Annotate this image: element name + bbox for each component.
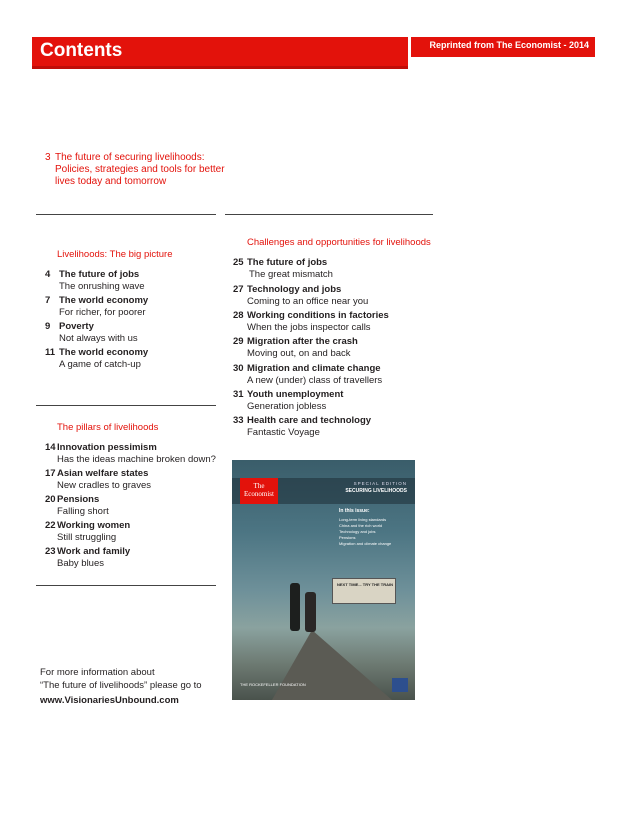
intro-number: 3	[45, 152, 51, 163]
entry-title: Migration after the crash	[247, 336, 358, 347]
entry-title: Youth unemployment	[247, 389, 344, 400]
cover-issue-item: Migration and climate change	[339, 541, 392, 546]
entry-number: 25	[233, 257, 244, 268]
entry-subtitle: A game of catch-up	[59, 359, 141, 370]
cover-billboard	[332, 578, 396, 604]
entry-subtitle: Coming to an office near you	[247, 296, 369, 307]
divider	[36, 405, 216, 406]
cover-issue-list	[339, 517, 391, 547]
cover-figure-walker	[290, 583, 300, 631]
reprint-label: Reprinted from The Economist - 2014	[429, 40, 589, 50]
entry-number: 23	[45, 546, 56, 557]
entry-subtitle: When the jobs inspector calls	[247, 322, 371, 333]
entry-title: Asian welfare states	[57, 468, 149, 479]
entry-title: Working conditions in factories	[247, 310, 389, 321]
reprint-bar	[411, 37, 595, 57]
entry-subtitle: Moving out, on and back	[247, 348, 351, 359]
cover-road	[272, 630, 392, 700]
entry-title: The world economy	[59, 295, 149, 306]
entry-number: 28	[233, 310, 244, 321]
entry-number: 14	[45, 442, 56, 453]
cover-edition-label: SPECIAL EDITION	[353, 481, 407, 486]
cover-billboard-text: NEXT TIME... TRY THE TRAIN	[337, 582, 394, 587]
entry-number: 17	[45, 468, 56, 479]
entry-title: Innovation pessimism	[57, 442, 157, 453]
entry-number: 11	[45, 347, 56, 358]
magazine-cover-image	[232, 460, 415, 700]
entry-subtitle: Generation jobless	[247, 401, 327, 412]
entry-number: 7	[45, 295, 51, 306]
section-title-pillars: The pillars of livelihoods	[57, 422, 159, 433]
entry-title: The future of jobs	[59, 269, 140, 280]
divider	[36, 585, 216, 586]
entry-subtitle: Not always with us	[59, 333, 138, 344]
entry-title: Migration and climate change	[247, 363, 381, 374]
entry-subtitle: The onrushing wave	[59, 281, 145, 292]
entry-number: 33	[233, 415, 244, 426]
section-title-big-picture: Livelihoods: The big picture	[57, 249, 173, 260]
footer-line: For more information about	[40, 667, 155, 678]
entry-title: The future of jobs	[247, 257, 328, 268]
entry-subtitle: Baby blues	[57, 558, 105, 569]
entry-number: 30	[233, 363, 244, 374]
cover-issue-item: Technology and jobs	[339, 529, 376, 534]
cover-subtitle: SECURING LIVELIHOODS	[345, 488, 407, 494]
website-link[interactable]: www.VisionariesUnbound.com	[40, 695, 179, 706]
entry-title: Poverty	[59, 321, 94, 332]
header-bar-shadow	[32, 66, 408, 69]
entry-number: 31	[233, 389, 244, 400]
entry-number: 9	[45, 321, 51, 332]
entry-subtitle: For richer, for poorer	[59, 307, 146, 318]
entry-title: Health care and technology	[247, 415, 372, 426]
page-title: Contents	[40, 40, 123, 61]
economist-logo: The Economist	[240, 478, 278, 504]
entry-number: 27	[233, 284, 244, 295]
section-title-challenges: Challenges and opportunities for livelihoods	[247, 237, 431, 248]
cover-issue-item: China and the rich world	[339, 523, 383, 528]
cover-badge-icon	[392, 678, 408, 692]
entry-subtitle: Falling short	[57, 506, 109, 517]
cover-figure-walker	[305, 592, 316, 632]
entry-subtitle: Still struggling	[57, 532, 117, 543]
cover-issue-title: In this issue:	[339, 508, 370, 514]
entry-subtitle: The great mismatch	[249, 269, 333, 280]
divider	[225, 214, 433, 215]
cover-foundation-label: THE ROCKEFELLER FOUNDATION	[240, 682, 306, 687]
entry-title: Working women	[57, 520, 131, 531]
entry-title: Work and family	[57, 546, 131, 557]
cover-issue-item: Long-term living standards	[339, 517, 387, 522]
entry-subtitle: Fantastic Voyage	[247, 427, 320, 438]
entry-title: Technology and jobs	[247, 284, 342, 295]
entry-number: 22	[45, 520, 56, 531]
footer-line: “The future of livelihoods” please go to	[40, 680, 202, 691]
intro-text: The future of securing livelihoods: Policies, strategies and tools for better lives today and tomorrow	[55, 152, 225, 187]
entry-number: 29	[233, 336, 244, 347]
entry-number: 4	[45, 269, 51, 280]
entry-number: 20	[45, 494, 56, 505]
entry-title: Pensions	[57, 494, 100, 505]
entry-subtitle: Has the ideas machine broken down?	[57, 454, 216, 465]
cover-issue-item: Pensions	[339, 535, 356, 540]
entry-title: The world economy	[59, 347, 149, 358]
divider	[36, 214, 216, 215]
entry-subtitle: New cradles to graves	[57, 480, 151, 491]
entry-subtitle: A new (under) class of travellers	[247, 375, 383, 386]
